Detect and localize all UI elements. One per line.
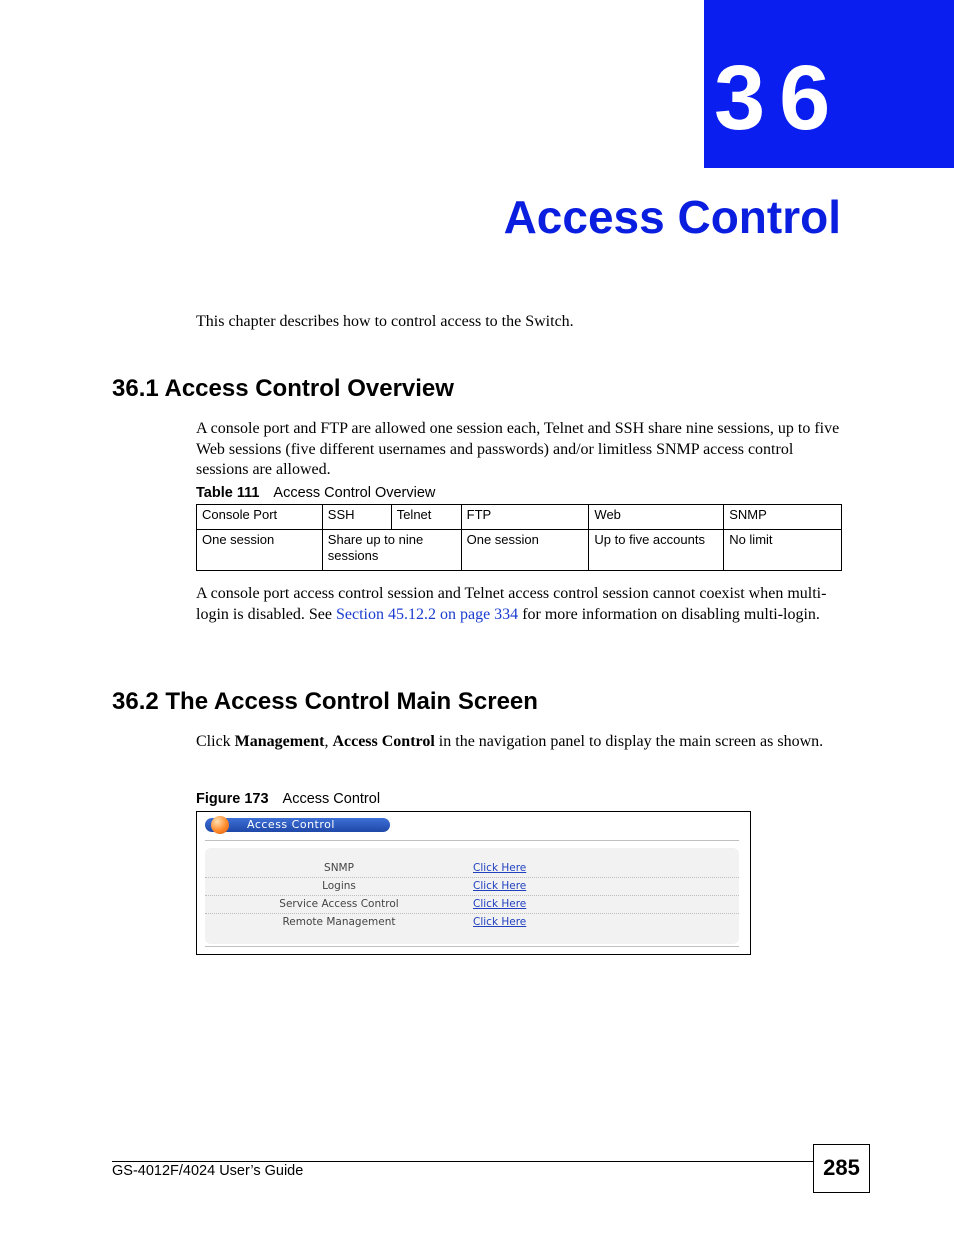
table-cell: Share up to nine sessions — [322, 530, 461, 571]
chapter-intro: This chapter describes how to control access to the Switch. — [196, 313, 574, 330]
table-caption-text: Access Control Overview — [273, 485, 436, 501]
figure-row-logins — [205, 877, 739, 896]
main-screen-paragraph — [196, 732, 844, 753]
table-cell: One session — [197, 530, 323, 571]
footer-guide-name: GS-4012F/4024 User’s Guide — [112, 1163, 304, 1179]
figure-divider — [205, 840, 739, 841]
table-header-cell: SNMP — [724, 505, 842, 530]
table-header-cell: Web — [589, 505, 724, 530]
table-cell: No limit — [724, 530, 842, 571]
figure-caption — [196, 792, 380, 807]
para-text: in the navigation panel to display the main screen as shown. — [434, 733, 824, 750]
figure-caption-text: Access Control — [282, 791, 381, 807]
table-cell: Up to five accounts — [589, 530, 724, 571]
click-here-link[interactable]: Click Here — [473, 862, 527, 874]
figure-title: Access Control — [247, 818, 335, 831]
click-here-link[interactable]: Click Here — [473, 898, 527, 910]
figure-row-snmp — [205, 859, 739, 878]
page-number: 285 — [813, 1144, 870, 1193]
multilogin-paragraph — [196, 584, 844, 625]
section-heading-main-screen: 36.2 The Access Control Main Screen — [112, 688, 538, 715]
row-label: Service Access Control — [279, 898, 399, 910]
table-header-row — [197, 505, 842, 530]
table-header-cell: FTP — [461, 505, 589, 530]
orange-ball-icon — [211, 816, 229, 834]
menu-name-access-control: Access Control — [332, 733, 435, 750]
para-text: , — [324, 733, 333, 750]
section-link[interactable]: Section 45.12.2 on page 334 — [335, 605, 519, 623]
click-here-link[interactable]: Click Here — [473, 880, 527, 892]
figure-divider — [205, 946, 739, 947]
chapter-title: Access Control — [503, 191, 841, 243]
footer-rule — [112, 1161, 814, 1162]
table-header-cell: SSH — [322, 505, 391, 530]
para-text: Click — [196, 733, 235, 750]
row-label: Logins — [322, 880, 356, 892]
table-cell: One session — [461, 530, 589, 571]
figure-row-remote-management — [205, 913, 739, 931]
multilogin-text: A console port access control session and Telnet access control session cannot coexist when multi-login is disabled. See — [196, 585, 827, 623]
figure-row-service-access-control — [205, 895, 739, 914]
access-control-screenshot — [196, 811, 751, 955]
section-heading-overview: 36.1 Access Control Overview — [112, 375, 454, 402]
click-here-link[interactable]: Click Here — [473, 916, 527, 928]
table-caption-label: Table 111 — [196, 485, 260, 501]
access-control-overview-table — [196, 504, 842, 571]
chapter-number: 36 — [714, 47, 845, 149]
table-caption — [196, 486, 435, 501]
row-label: SNMP — [324, 862, 354, 874]
overview-paragraph: A console port and FTP are allowed one session each, Telnet and SSH share nine sessions, up to five Web sessions (five different usernames and passwords) and/or limitless SNMP access control sessions are allowed. — [196, 420, 840, 478]
table-header-cell: Telnet — [391, 505, 461, 530]
row-label: Remote Management — [282, 916, 396, 928]
multilogin-text-end: for more information on disabling multi-login. — [518, 605, 820, 623]
figure-caption-label: Figure 173 — [196, 791, 269, 807]
menu-name-management: Management — [234, 733, 325, 750]
table-header-cell: Console Port — [197, 505, 323, 530]
table-row — [197, 530, 842, 571]
